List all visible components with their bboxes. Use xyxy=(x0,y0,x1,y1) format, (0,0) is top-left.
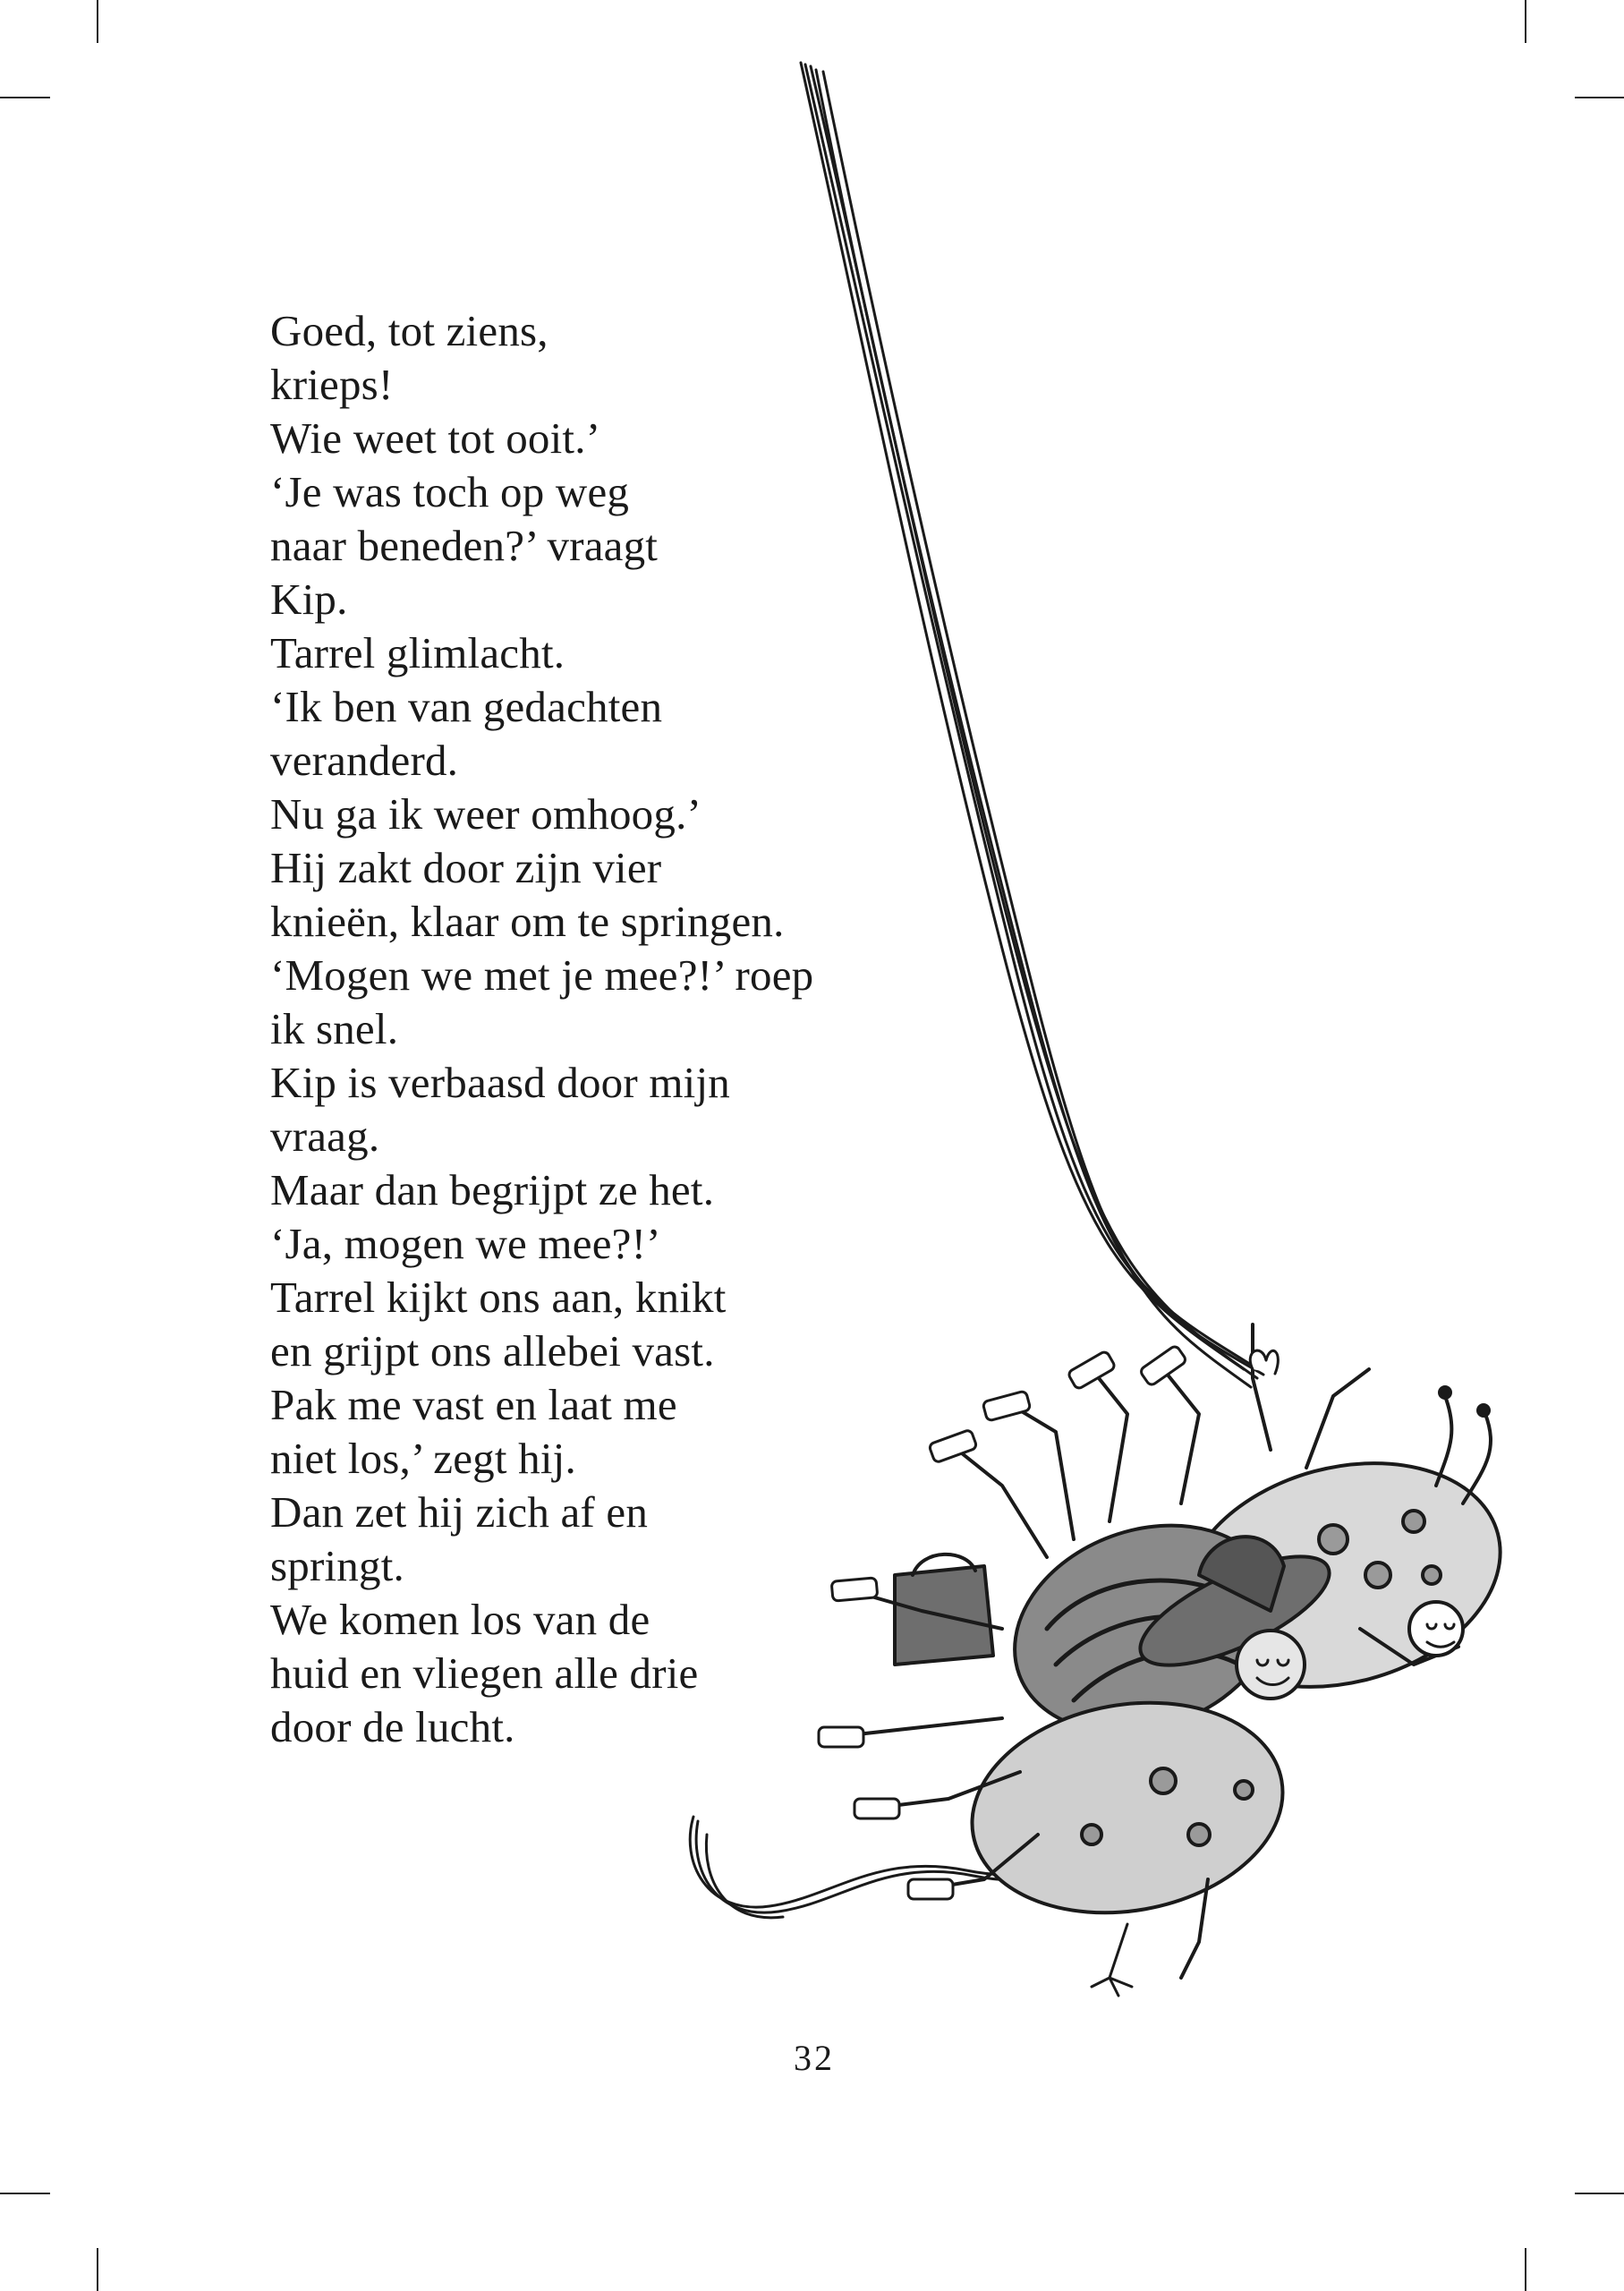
text-line: niet los,’ zegt hij. xyxy=(270,1434,576,1483)
text-line: Nu ga ik weer omhoog.’ xyxy=(270,789,702,839)
text-line: veranderd. xyxy=(270,736,459,785)
crop-mark-top-left-horizontal xyxy=(0,97,50,98)
text-line: door de lucht. xyxy=(270,1702,515,1751)
crop-mark-bottom-left-horizontal xyxy=(0,2193,50,2194)
text-line: Tarrel kijkt ons aan, knikt xyxy=(270,1273,727,1322)
text-line: Dan zet hij zich af en xyxy=(270,1487,649,1537)
text-line: Maar dan begrijpt ze het. xyxy=(270,1165,715,1214)
crop-mark-top-right-horizontal xyxy=(1575,97,1624,98)
text-line: Goed, tot ziens, xyxy=(270,306,548,355)
text-line: huid en vliegen alle drie xyxy=(270,1648,699,1698)
text-line: naar beneden?’ vraagt xyxy=(270,521,659,570)
text-line: ‘Ja, mogen we mee?!’ xyxy=(270,1219,661,1268)
text-line: en grijpt ons allebei vast. xyxy=(270,1326,715,1375)
creature-cluster xyxy=(819,1324,1521,1996)
text-line: ‘Mogen we met je mee?!’ roep xyxy=(270,950,814,1000)
crop-mark-bottom-right-vertical xyxy=(1525,2248,1526,2291)
text-line: ‘Ik ben van gedachten xyxy=(270,682,663,731)
text-line: krieps! xyxy=(270,360,394,409)
text-line: knieën, klaar om te springen. xyxy=(270,897,785,946)
text-line: ik snel. xyxy=(270,1004,399,1053)
text-line: Kip is verbaasd door mijn xyxy=(270,1058,730,1107)
page-number: 32 xyxy=(794,2038,835,2078)
thread-strands xyxy=(801,63,1263,1387)
text-line: We komen los van de xyxy=(270,1595,650,1644)
text-line: ‘Je was toch op weg xyxy=(270,467,630,516)
crop-mark-bottom-left-vertical xyxy=(97,2248,98,2291)
text-line: vraag. xyxy=(270,1111,380,1161)
crop-mark-top-right-vertical xyxy=(1525,0,1526,43)
text-line: Tarrel glimlacht. xyxy=(270,628,565,677)
text-line: Hij zakt door zijn vier xyxy=(270,843,662,892)
text-line: Pak me vast en laat me xyxy=(270,1380,677,1429)
text-line: Wie weet tot ooit.’ xyxy=(270,413,601,463)
crop-mark-top-left-vertical xyxy=(97,0,98,43)
hanging-creatures-illustration xyxy=(626,54,1521,2005)
crop-mark-bottom-right-horizontal xyxy=(1575,2193,1624,2194)
text-line: springt. xyxy=(270,1541,404,1590)
text-line: Kip. xyxy=(270,575,348,624)
